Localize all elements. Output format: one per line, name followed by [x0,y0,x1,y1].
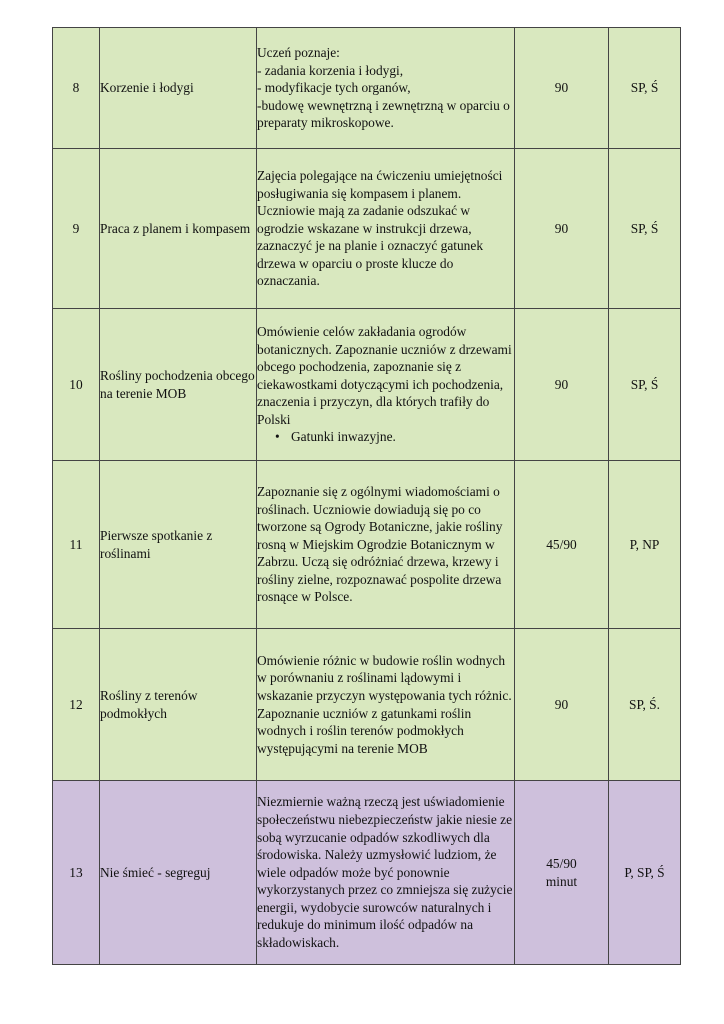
lesson-duration: 90 [515,149,609,309]
table-row [53,461,681,629]
lesson-title: Nie śmieć - segreguj [100,781,257,965]
lesson-type: SP, Ś. [609,629,681,781]
lesson-duration: 90 [515,629,609,781]
lesson-number: 11 [53,461,100,629]
lesson-type: P, SP, Ś [609,781,681,965]
lesson-table [52,27,681,965]
table-row [53,28,681,149]
lesson-type: P, NP [609,461,681,629]
lesson-description-text: Omówienie celów zakładania ogrodów botanicznych. Zapoznanie uczniów z drzewami obcego pochodzenia, zapoznanie się z ciekawostkami dotyczącymi ich pochodzenia, znaczenia i przyczyn, dla których trafiły do Polski [257,323,512,427]
lesson-number: 8 [53,28,100,149]
lesson-duration: 90 [515,309,609,461]
lesson-description: Omówienie różnic w budowie roślin wodnych w porównaniu z roślinami lądowymi i wskazanie przyczyn występowania tych różnic. Zapoznanie uczniów z gatunkami roślin wodnych i roślin terenów podmokłych występującymi na terenie MOB [257,629,515,781]
lesson-number: 13 [53,781,100,965]
lesson-title: Praca z planem i kompasem [100,149,257,309]
lesson-type: SP, Ś [609,28,681,149]
lesson-description: Zajęcia polegające na ćwiczeniu umiejętności posługiwania się kompasem i planem. Uczniowie mają za zadanie odszukać w ogrodzie wskazane w instrukcji drzewa, zaznaczyć je na planie i oznaczyć gatunek drzewa w oparciu o proste klucze do oznaczania. [257,149,515,309]
bullet-list [257,428,514,446]
lesson-duration: 45/90 [515,461,609,629]
lesson-description: Niezmiernie ważną rzeczą jest uświadomienie społeczeństwu niebezpieczeństw jakie niesie ze sobą wyrzucanie odpadów szkodliwych dla środowiska. Należy uzmysłowić ludziom, że wiele odpadów może być ponownie wykorzystanych przez co zmniejsza się zużycie energii, wydobycie surowców naturalnych i redukuje do minimum ilość odpadów na składowiskach. [257,781,515,965]
lesson-type: SP, Ś [609,309,681,461]
table-row [53,629,681,781]
lesson-number: 12 [53,629,100,781]
lesson-description: Uczeń poznaje: - zadania korzenia i łodygi, - modyfikacje tych organów, -budowę wewnętrzną i zewnętrzną w oparciu o preparaty mikroskopowe. [257,28,515,149]
bullet-item: • Gatunki inwazyjne. [291,428,514,446]
lesson-title: Pierwsze spotkanie z roślinami [100,461,257,629]
lesson-title: Rośliny z terenów podmokłych [100,629,257,781]
lesson-description [257,309,515,461]
table-row [53,149,681,309]
table-row [53,781,681,965]
lesson-duration: 45/90 minut [515,781,609,965]
lesson-title: Rośliny pochodzenia obcego na terenie MOB [100,309,257,461]
lesson-title: Korzenie i łodygi [100,28,257,149]
lesson-number: 9 [53,149,100,309]
table-row [53,309,681,461]
lesson-type: SP, Ś [609,149,681,309]
lesson-number: 10 [53,309,100,461]
lesson-description: Zapoznanie się z ogólnymi wiadomościami o roślinach. Uczniowie dowiadują się po co tworzone są Ogrody Botaniczne, jakie rośliny rosną w Miejskim Ogrodzie Botanicznym w Zabrzu. Uczą się odróżniać drzewa, krzewy i rośliny zielne, rozpoznawać pospolite drzewa rosnące w Polsce. [257,461,515,629]
lesson-duration: 90 [515,28,609,149]
